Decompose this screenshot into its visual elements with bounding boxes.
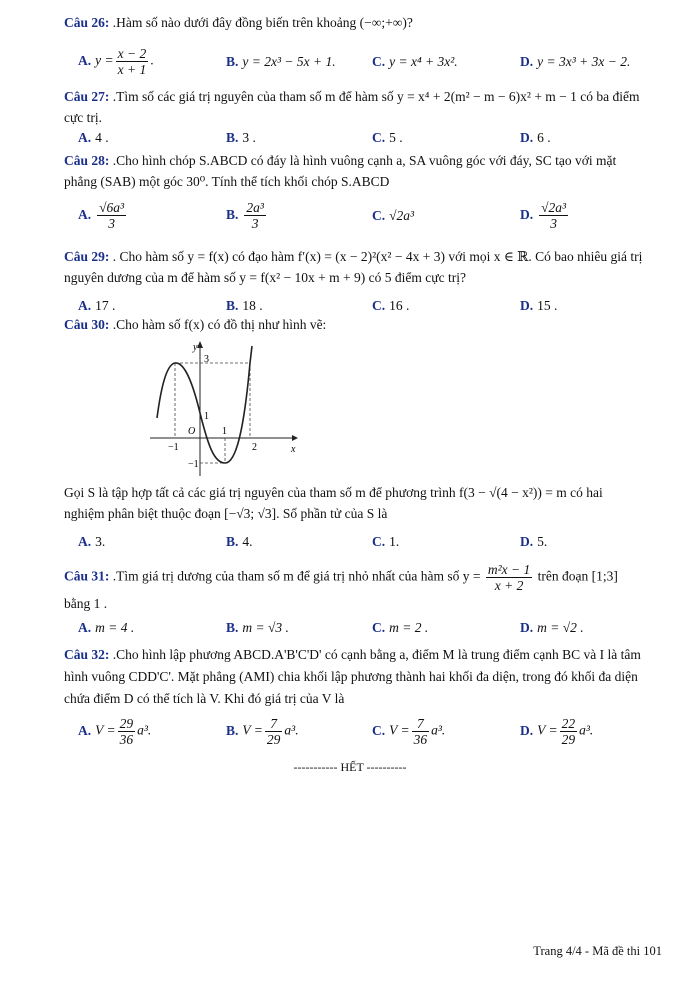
question-text: .Cho hàm số f(x) có đồ thị như hình vẽ:	[109, 317, 327, 332]
option-b[interactable]: B. y = 2x³ − 5x + 1.	[226, 54, 336, 69]
question-30-body	[64, 482, 644, 524]
question-26	[64, 12, 644, 33]
option-b[interactable]: B. 18 .	[226, 298, 263, 313]
option-c[interactable]: C. y = x⁴ + 3x².	[372, 54, 458, 69]
option-b[interactable]: B. 4.	[226, 534, 253, 549]
function-graph	[148, 340, 298, 480]
tick-y3: 3	[204, 354, 209, 365]
question-28	[64, 150, 644, 192]
tick-x2: 2	[252, 442, 257, 453]
option-d[interactable]: D. $\frac{\text{√2a³}}{3}$	[520, 200, 567, 231]
option-c[interactable]: C. 16 .	[372, 298, 410, 313]
question-text: .Hàm số nào dưới đây đồng biến trên khoảng (−∞;+∞)?	[109, 15, 413, 30]
question-31	[64, 562, 644, 615]
question-number: Câu 32:	[64, 647, 110, 662]
question-30	[64, 314, 644, 335]
question-text: .Tìm số các giá trị nguyên của tham số m để hàm số y = x⁴ + 2(m² − m − 6)x² + m − 1 có ba điểm cực trị.	[64, 89, 640, 125]
option-d[interactable]: D. m = √2 .	[520, 620, 584, 635]
question-text-tail: trên đoạn [1;3] bằng 1 .	[64, 568, 618, 611]
function-fraction: $\frac{\text{m²x − 1}}{x + 2}$	[487, 562, 531, 593]
question-number: Câu 27:	[64, 89, 110, 104]
question-number: Câu 26:	[64, 15, 110, 30]
option-c[interactable]: C. V = $\frac{7}{36}$ a³.	[372, 716, 446, 747]
answers-31	[78, 620, 648, 642]
tick-x1: 1	[222, 426, 227, 437]
tick-ym1: −1	[188, 459, 199, 470]
question-number: Câu 30:	[64, 317, 110, 332]
question-number: Câu 28:	[64, 153, 110, 168]
end-marker: ----------- HẾT ----------	[293, 760, 407, 774]
option-d[interactable]: D. 5.	[520, 534, 548, 549]
answers-32	[78, 712, 648, 748]
question-text: Gọi S là tập hợp tất cả các giá trị nguyên của tham số m để phương trình f(3 − √(4 − x²)) = m có hai nghiệm phân biệt thuộc đoạn [−√3; √3]. Số phần tử của S là	[64, 485, 603, 521]
answers-30	[78, 534, 648, 556]
tick-xm1: −1	[168, 442, 179, 453]
x-axis-label: x	[291, 444, 296, 455]
option-a[interactable]: A. 4 .	[78, 130, 109, 145]
y-axis-label: y	[193, 342, 198, 353]
x-axis-arrow	[292, 435, 298, 441]
option-c[interactable]: C. √2a³	[372, 208, 415, 223]
option-a[interactable]: A. 3.	[78, 534, 106, 549]
option-c[interactable]: C. m = 2 .	[372, 620, 429, 635]
answers-28	[78, 198, 648, 234]
question-text: .Cho hình chóp S.ABCD có đáy là hình vuông cạnh a, SA vuông góc với đáy, SC tạo với mặt phẳng (SAB) một góc 30⁰. Tính thể tích khối chóp S.ABCD	[64, 153, 617, 189]
option-b[interactable]: B. $\frac{\text{2a³}}{3}$	[226, 200, 264, 231]
option-d[interactable]: D. V = $\frac{22}{29}$ a³.	[520, 716, 594, 747]
question-text: .Cho hình lập phương ABCD.A'B'C'D' có cạnh bằng a, điểm M là trung điểm cạnh BC và I là tâm hình vuông CDD'C'. Mặt phẳng (AMI) chia khối lập phương thành hai khối đa diện, trong đó khối đa diện chứa điểm D có thể tích là V. Khi đó giá trị của V là	[64, 647, 641, 706]
question-29	[64, 246, 644, 288]
option-c[interactable]: C. 1.	[372, 534, 400, 549]
option-b[interactable]: B. 3 .	[226, 130, 256, 145]
option-b[interactable]: B. V = $\frac{7}{29}$ a³.	[226, 716, 299, 747]
tick-y1: 1	[204, 411, 209, 422]
question-text: .Tìm giá trị dương của tham số m để giá trị nhỏ nhất của hàm số y =	[109, 568, 481, 584]
question-number: Câu 29:	[64, 249, 110, 264]
option-a[interactable]: A. m = 4 .	[78, 620, 135, 635]
option-d[interactable]: D. 6 .	[520, 130, 551, 145]
page-footer: Trang 4/4 - Mã đề thi 101	[533, 944, 662, 958]
question-32	[64, 644, 644, 710]
option-a[interactable]: A. y = $\frac{x - 2}{x + 1}$ .	[78, 46, 154, 77]
origin-label: O	[188, 426, 196, 437]
option-d[interactable]: D. 15 .	[520, 298, 558, 313]
y-axis-arrow	[197, 341, 203, 348]
option-c[interactable]: C. 5 .	[372, 130, 403, 145]
answers-26	[78, 44, 648, 80]
question-27	[64, 86, 644, 128]
question-text: . Cho hàm số y = f(x) có đạo hàm f′(x) = (x − 2)²(x² − 4x + 3) với mọi x ∈ ℝ. Có bao nhiêu giá trị nguyên dương của m để hàm số y = f(x² − 10x + m + 9) có 5 điểm cực trị?	[64, 249, 643, 285]
option-d[interactable]: D. y = 3x³ + 3x − 2.	[520, 54, 631, 69]
option-a[interactable]: A. $\frac{\text{√6a³}}{3}$	[78, 200, 125, 231]
option-b[interactable]: B. m = √3 .	[226, 620, 289, 635]
answers-27	[78, 130, 648, 152]
option-a[interactable]: A. V = $\frac{29}{36}$ a³.	[78, 716, 152, 747]
option-a[interactable]: A. 17 .	[78, 298, 116, 313]
question-number: Câu 31:	[64, 568, 110, 584]
